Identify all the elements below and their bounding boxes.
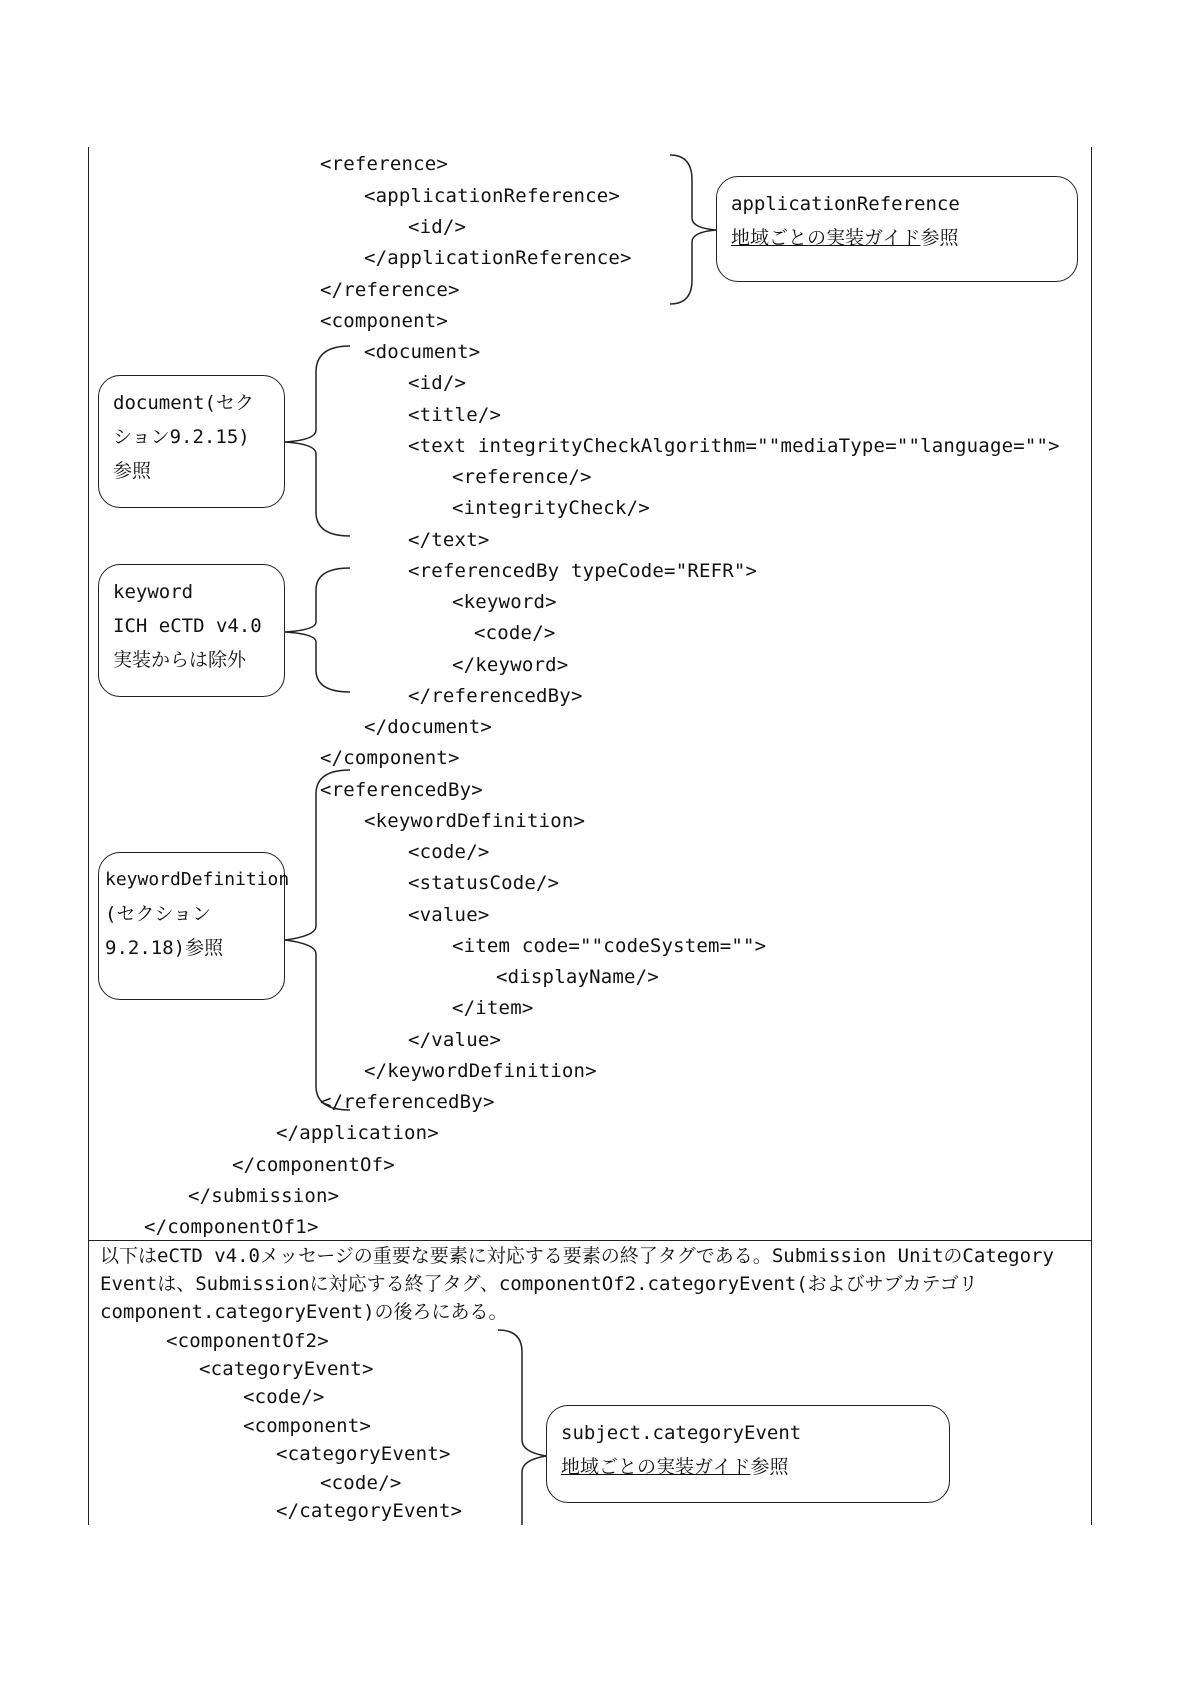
code-line: <code/> bbox=[320, 1472, 402, 1494]
note-document bbox=[98, 375, 285, 508]
brace-keyword bbox=[285, 568, 350, 692]
code-line: </component> bbox=[320, 747, 460, 769]
code-line: <code/> bbox=[243, 1386, 325, 1408]
code-line: <component> bbox=[320, 310, 449, 332]
code-line: </categoryEvent> bbox=[276, 1500, 463, 1522]
code-line: </referencedBy> bbox=[408, 685, 583, 707]
code-line: </document> bbox=[364, 716, 493, 738]
brace-document bbox=[285, 346, 350, 536]
code-line: <text integrityCheckAlgorithm=""mediaType=""language=""> bbox=[408, 435, 1060, 457]
code-line: <title/> bbox=[408, 404, 502, 426]
note-text: keywordDefinition bbox=[105, 869, 290, 890]
note-text: (セクション bbox=[105, 903, 212, 925]
code-line: </text> bbox=[408, 529, 490, 551]
code-line: </submission> bbox=[188, 1185, 340, 1207]
note-application-reference bbox=[716, 176, 1078, 282]
code-line: </item> bbox=[452, 997, 534, 1019]
description-paragraph: 以下はeCTD v4.0メッセージの重要な要素に対応する要素の終了タグである。Submission UnitのCategory Eventは、Submissionに対応する終了タグ、componentOf2.categoryEvent(およびサブカテゴリcomponent.categoryEvent)の後ろにある。 bbox=[100, 1245, 1054, 1323]
code-line: </componentOf1> bbox=[144, 1216, 319, 1238]
code-line: <id/> bbox=[408, 372, 467, 394]
code-line: <statusCode/> bbox=[408, 872, 560, 894]
note-text: ICH eCTD v4.0 bbox=[113, 615, 262, 637]
code-line: <keywordDefinition> bbox=[364, 810, 586, 832]
code-line: <referencedBy> bbox=[320, 779, 483, 801]
code-line: </application> bbox=[276, 1122, 439, 1144]
note-text: subject.categoryEvent bbox=[561, 1422, 802, 1444]
code-line: <applicationReference> bbox=[364, 185, 621, 207]
implementation-guide-link[interactable]: 地域ごとの実装ガイド bbox=[561, 1456, 751, 1478]
note-subject-category-event bbox=[546, 1405, 950, 1503]
note-text: 実装からは除外 bbox=[113, 649, 247, 671]
code-line: <displayName/> bbox=[496, 966, 659, 988]
code-line: <document> bbox=[364, 341, 481, 363]
code-line: <item code=""codeSystem=""> bbox=[452, 935, 767, 957]
note-text: 参照 bbox=[113, 460, 152, 482]
note-text: keyword bbox=[113, 581, 194, 603]
code-line: <code/> bbox=[474, 622, 556, 644]
code-line: <id/> bbox=[408, 216, 467, 238]
code-line: <componentOf2> bbox=[166, 1330, 329, 1352]
note-keyword bbox=[98, 564, 285, 697]
note-text: 地域ごとの実装ガイド参照 bbox=[561, 1456, 789, 1478]
note-text: ション9.2.15) bbox=[113, 426, 250, 448]
code-line: </value> bbox=[408, 1029, 502, 1051]
code-line: <reference/> bbox=[452, 466, 592, 488]
code-line: <categoryEvent> bbox=[199, 1358, 374, 1380]
code-line: </keywordDefinition> bbox=[364, 1060, 597, 1082]
note-keyword-definition bbox=[98, 852, 290, 1000]
note-text: 9.2.18)参照 bbox=[105, 937, 224, 959]
code-line: </reference> bbox=[320, 279, 460, 301]
brace-application-reference bbox=[670, 155, 716, 304]
code-line: <value> bbox=[408, 904, 490, 926]
note-text: 地域ごとの実装ガイド参照 bbox=[731, 227, 959, 249]
code-line: </referencedBy> bbox=[320, 1091, 495, 1113]
note-text: document(セク bbox=[113, 392, 254, 414]
code-line: <integrityCheck/> bbox=[452, 497, 650, 519]
code-line: <keyword> bbox=[452, 591, 557, 613]
code-line: <reference> bbox=[320, 153, 449, 175]
code-line: </componentOf> bbox=[232, 1154, 395, 1176]
code-line: <referencedBy typeCode="REFR"> bbox=[408, 560, 758, 582]
code-line: <code/> bbox=[408, 841, 490, 863]
code-line: <categoryEvent> bbox=[276, 1443, 451, 1465]
brace-keyword-definition bbox=[285, 770, 350, 1110]
code-line: </keyword> bbox=[452, 654, 569, 676]
brace-subject-category-event bbox=[498, 1330, 546, 1525]
note-text: applicationReference bbox=[731, 193, 960, 215]
code-line: </applicationReference> bbox=[364, 247, 632, 269]
implementation-guide-link[interactable]: 地域ごとの実装ガイド bbox=[731, 227, 921, 249]
code-line: <component> bbox=[243, 1415, 372, 1437]
